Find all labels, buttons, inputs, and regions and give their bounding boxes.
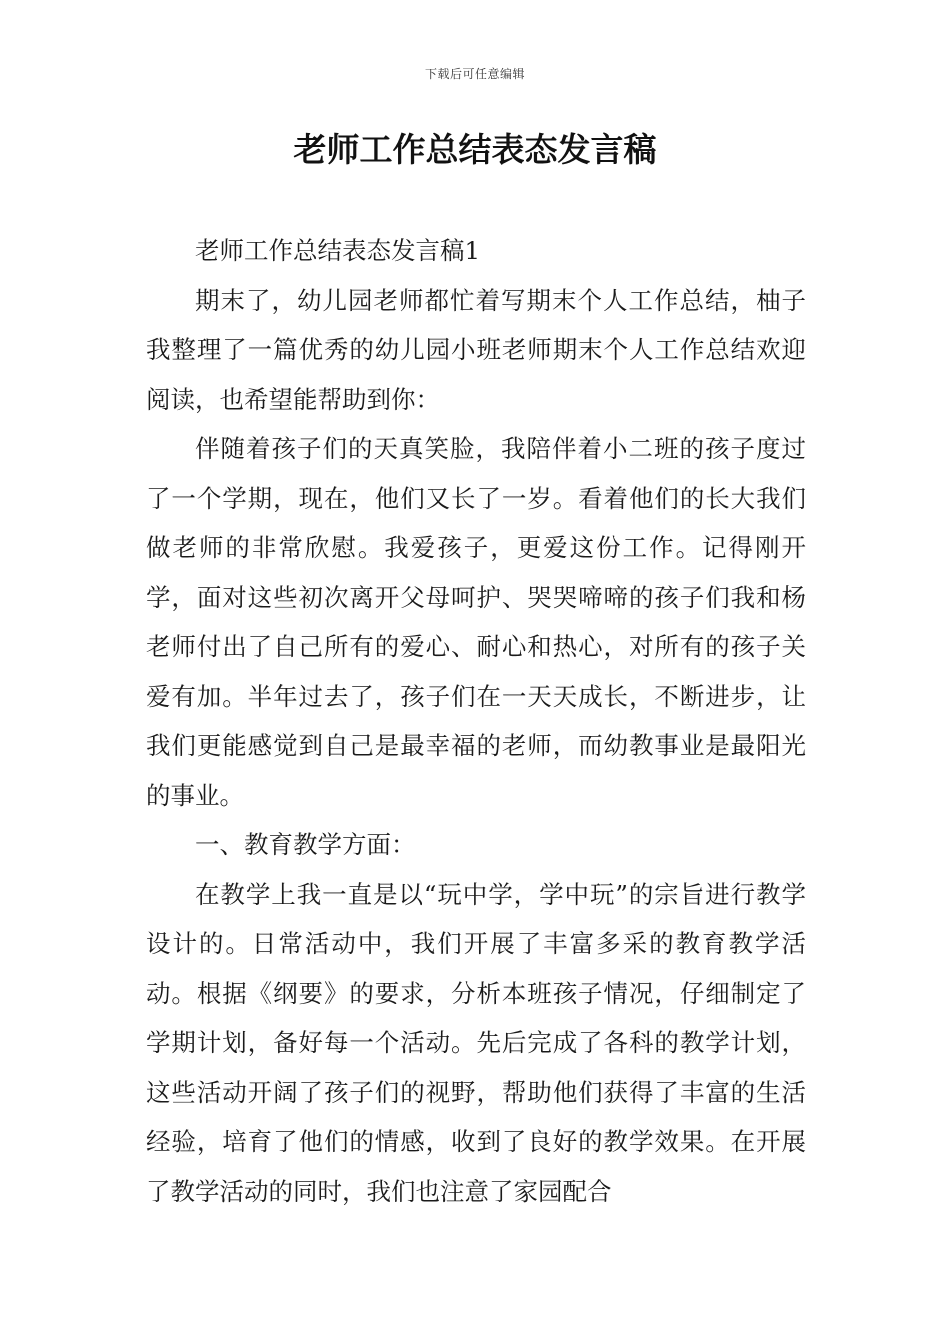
body-paragraph: 伴随着孩子们的天真笑脸，我陪伴着小二班的孩子度过了一个学期，现在，他们又长了一岁。看着他们的长大我们做老师的非常欣慰。我爱孩子，更爱这份工作。记得刚开学，面对这些初次离开父母呵护、哭哭啼啼的孩子们我和杨老师付出了自己所有的爱心、耐心和热心，对所有的孩子关爱有加。半年过去了，孩子们在一天天成长，不断进步，让我们更能感觉到自己是最幸福的老师，而幼教事业是最阳光的事业。	[146, 434, 806, 810]
intro-paragraph: 期末了，幼儿园老师都忙着写期末个人工作总结，柚子我整理了一篇优秀的幼儿园小班老师期末个人工作总结欢迎阅读，也希望能帮助到你：	[146, 285, 806, 414]
document-body	[146, 226, 806, 1216]
section-heading: 老师工作总结表态发言稿1	[195, 236, 481, 265]
document-title: 老师工作总结表态发言稿	[293, 130, 657, 169]
body-paragraph: 在教学上我一直是以“玩中学，学中玩”的宗旨进行教学设计的。日常活动中，我们开展了丰富多采的教育教学活动。根据《纲要》的要求，分析本班孩子情况，仔细制定了学期计划，备好每一个活动。先后完成了各科的教学计划，这些活动开阔了孩子们的视野，帮助他们获得了丰富的生活经验，培育了他们的情感，收到了良好的教学效果。在开展了教学活动的同时，我们也注意了家园配合	[146, 879, 806, 1206]
subsection-heading: 一、教育教学方面：	[195, 830, 416, 859]
header-note: 下载后可任意编辑	[424, 67, 525, 81]
